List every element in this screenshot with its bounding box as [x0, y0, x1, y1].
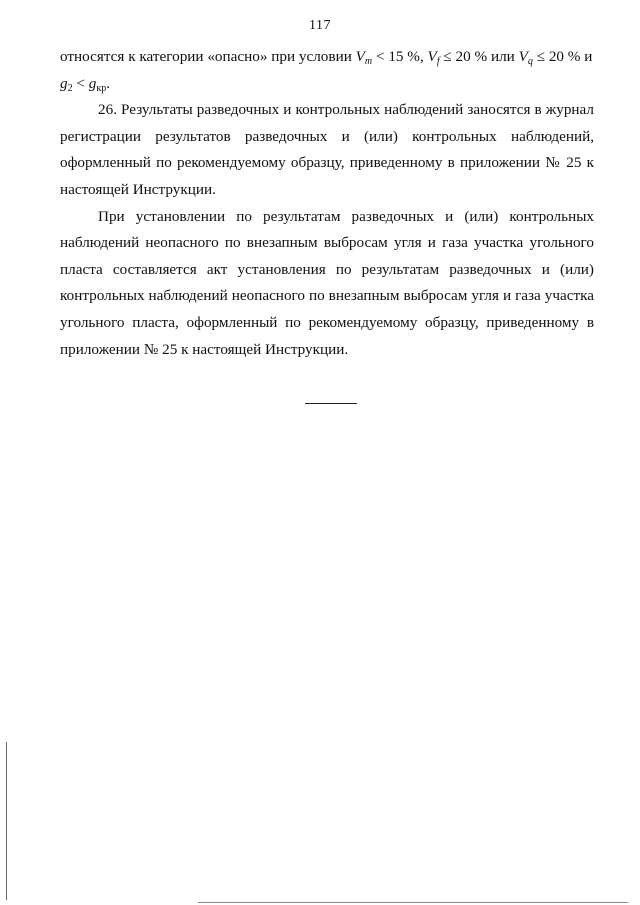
scan-edge-left-line [6, 742, 7, 900]
g-relation: < [72, 74, 89, 92]
vq-symbol: V [518, 48, 528, 65]
scan-edge-bottom-line [198, 902, 628, 903]
g2-subscript: 2 [67, 82, 73, 94]
document-body [60, 44, 594, 363]
condition-paragraph [60, 44, 594, 97]
paragraph-26: 26. Результаты разведочных и контрольных наблюдений заносятся в журнал регистрации результатов разведочных и (или) контрольных наблюдений, оформленный по рекомендуемому образцу, приведенному в приложении № 25 к настоящей Инструкции. [60, 101, 594, 198]
condition-lead-text: относятся к категории «опасно» при условии [60, 48, 356, 65]
vf-symbol: V [427, 48, 437, 65]
section-separator-line [305, 403, 357, 404]
condition-tail: . [106, 74, 111, 92]
vq-subscript: q [527, 56, 533, 67]
vm-symbol: V [355, 48, 365, 65]
page-number: 117 [309, 18, 331, 33]
vm-subscript: m [364, 56, 373, 67]
vm-relation: < 15 %, [372, 48, 428, 65]
g2-symbol: g [60, 74, 68, 92]
vq-relation: ≤ 20 % и [532, 48, 593, 65]
gkr-subscript: кр [96, 82, 107, 94]
paragraph-act: При установлении по результатам разведочных и (или) контрольных наблюдений неопасного по внезапным выбросам угля и газа участка угольного пласта составляется акт установления по результатам разведочных и (или) контрольных наблюдений неопасного по внезапным выбросам угля и газа участка угольного пласта, оформленный по рекомендуемому образцу, приведенному в приложении № 25 к настоящей Инструкции. [60, 207, 594, 358]
vf-relation: ≤ 20 % или [439, 48, 519, 65]
vf-subscript: f [436, 56, 440, 67]
gkr-symbol: g [88, 74, 97, 92]
